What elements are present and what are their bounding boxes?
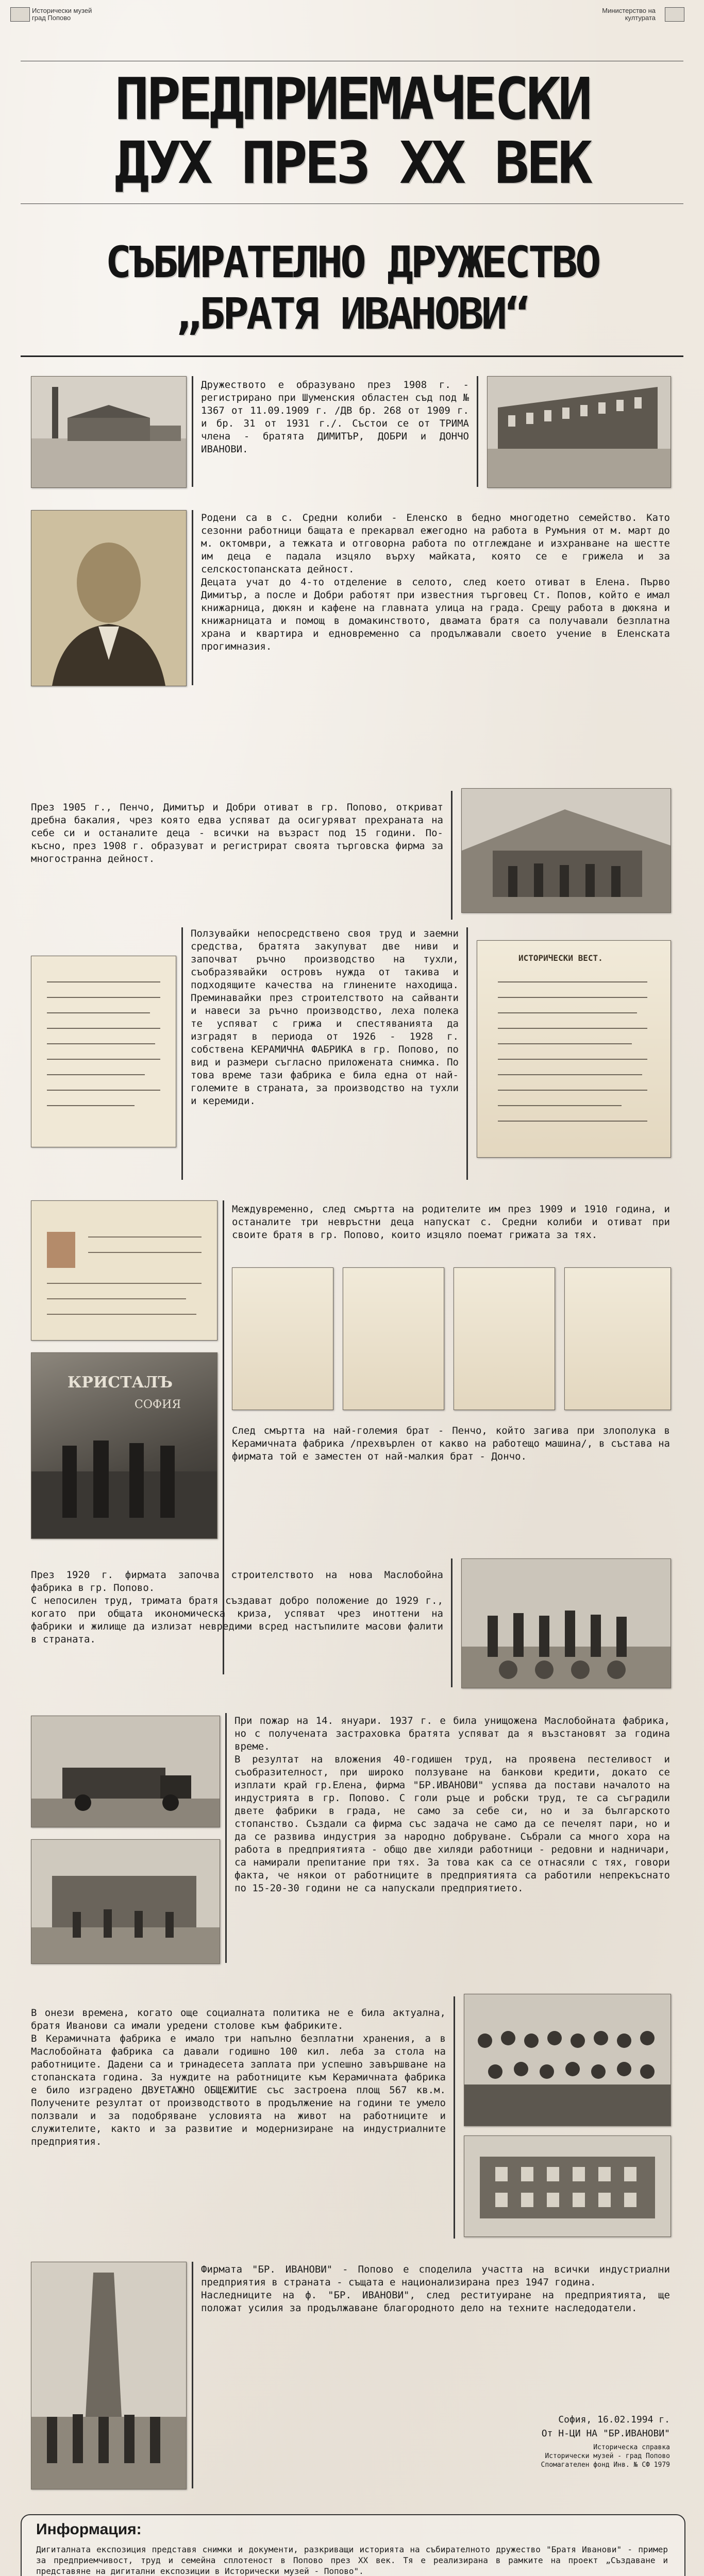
photo-truck xyxy=(31,1716,220,1827)
photo-factory-1908 xyxy=(31,376,187,488)
photo-oil-mill-workers xyxy=(461,1558,671,1688)
section-2-left-rule xyxy=(192,510,193,685)
section-3-text: През 1905 г., Пенчо, Димитър и Добри отиват в гр. Попово, откриват дребна бакалия, чрез която едва успяват да осигуряват прехраната на себе си и останалите деца - всички на възраст под 15 години. По-късно, през 1908 г. образуват и регистрират своята търговска фирма за многостранна дейност. xyxy=(31,802,443,865)
page-subtitle-line-2: „БРАТЯ ИВАНОВИ“ xyxy=(176,289,528,339)
document-2 xyxy=(343,1267,444,1410)
section-1-text: Дружеството е образувано през 1908 г. - регистрирано при Шуменския областен съд под № 1367 от 11.09.1909 г. /ДВ бр. 268 от 1909 г. и бр. 31 от 1931 г./. Състои се от ТРИМА члена - братята ДИМИТЪР, ДОБРИ и ДОНЧО ИВАНОВИ. xyxy=(201,379,469,455)
section-10-rule xyxy=(192,2262,193,2488)
photo-factory-building xyxy=(487,376,671,488)
section-8-left-rule xyxy=(225,1713,227,1963)
document-4 xyxy=(564,1267,671,1410)
photo-dormitory xyxy=(464,2136,671,2237)
document-stamped xyxy=(31,1200,217,1341)
document-historical-heading: ИСТОРИЧЕСКИ ВЕСТ. xyxy=(518,953,603,963)
section-1-right-rule xyxy=(477,376,478,487)
photo-portrait xyxy=(31,510,187,686)
ministry-logo xyxy=(665,7,684,22)
section-7-text: През 1920 г. фирмата започва строителството на нова Маслобойна фабрика в гр. Попово. С непосилен труд, тримата братя създават добро положение до 1929 г., когато при общата икономическа криза, успяват чрез иноттени на фабрики и жилище да излизат невредими всред настъпилите масови фалити в страната. xyxy=(31,1569,443,1645)
section-8-text: При пожар на 14. януари. 1937 г. е била унищожена Маслобойната фабрика, но с получената застраховка братята успяват да я възстановят за година време. В резултат на вложения 40-годишен труд, на проявена пестеливост и съобразителност, при широко ползуване на банкови кредити, докато се изплати край гр.Елена, фирма "БР.ИВАНОВИ" успява да постави началото на индустрията в гр. Попово. С голи ръце и робски труд, те са съградили двете фабрики в града, не само за себе си, но и за българското стопанство. Създали са фирма със задача не само да се печелят пари, но и да се развива индустрия за народно добруване. Събрали са много хора на работа в предприятията - общо две хиляди работници - редовни и надничари, са намирали препитание при тях. За това как са се отнасяли с тях, говори факта, че някои от работниците в предприятията са работили непрекъснато по 15-20-30 години не са напускали предприятието. xyxy=(234,1715,670,1894)
archive-reference: Историческа справка Исторически музей - град Попово Спомагателен фонд Инв. № СФ 1979 xyxy=(541,2444,670,2469)
signature-date: София, 16.02.1994 г. xyxy=(558,2414,670,2425)
section-3-rule xyxy=(451,791,452,920)
page-title-line-1: ПРЕДПРИЕМАЧЕСКИ xyxy=(114,66,590,133)
document-3 xyxy=(454,1267,555,1410)
photo-kristal-shop xyxy=(31,1352,217,1539)
photo-mill-yard xyxy=(31,1839,220,1964)
shop-sign-bottom: СОФИЯ xyxy=(135,1398,181,1411)
section-2-text: Родени са в с. Средни колиби - Еленско в бедно многодетно семейство. Като сезонни работници бащата е прекарвал ежегодно на работа в Румъния от м. март до м. октомври, а тежката и отговорна работа по отглеждане и изхранване на шестте им деца е падала изцяло върху майката, която се е грижела и за селскостопанската дейност. Децата учат до 4-то отделение в селото, след което отиват в Елена. Първо Димитър, а после и Добри работят при известния търговец Ст. Попов, който е имал книжарница, дюкян и кафене на главната улица на града. Срещу работа в дюкяна и книжарницата и помощ в домакинството, двамата братя са получавали безплатна храна и квартира и едновременно са продължавали своето учение в Еленската прогимназия. xyxy=(201,512,670,652)
section-1-left-rule xyxy=(192,376,193,487)
section-7-rule xyxy=(451,1558,452,1687)
section-4-right-rule xyxy=(466,927,468,1180)
ministry-name: Министерство на културата xyxy=(602,7,656,22)
museum-name: Исторически музей град Попово xyxy=(32,7,92,22)
photo-workers-group xyxy=(464,1994,671,2126)
shop-sign-top: КРИСТАЛЪ xyxy=(68,1374,173,1392)
document-1 xyxy=(232,1267,333,1410)
header-divider-bottom xyxy=(21,355,683,357)
section-6-text: След смъртта на най-големия брат - Пенчо, който загива при злополука в Керамичната фабрика /прехвърлен от какво на работещо машина/, в състава на фирмата той е заместен от най-малкия брат - Дончо. xyxy=(232,1425,670,1462)
section-4-text: Ползувайки непосредствено своя труд и заемни средства, братята закупуват две ниви и започват ръчно производство на тухли, съобразявайки островъ нужда от такива и подходящите качества на глинените находища. Преминавайки през строителството на сайванти и навеси за ръчно производство, леха полека те успяват с грижа и спестяванията да изградят в периода от 1926 - 1928 г. собствена КЕРАМИЧНА ФАБРИКА в гр. Попово, по вид и размери съгласно приложената снимка. По това време тази фабрика е била една от най-големите в страната, за производство на тухли и керемиди. xyxy=(191,928,459,1107)
section-4-left-rule xyxy=(181,927,183,1180)
photo-chimney-workers xyxy=(31,2262,187,2489)
document-registration xyxy=(31,956,176,1147)
section-9-text: В онези времена, когато още социалната политика не е била актуална, братя Иванови са имали уредени столове към фабриките. В Керамичната фабрика е имало три напълно безплатни хранения, а в Маслобойната фабрика са давали годишно 100 кил. леба за стола на работниците. Дадени са и тринадесета заплата при успешно завършване на стопанската година. За нуждите на работниците към Керамичната фабрика е било изградено ДВУЕТАЖНО ОБЩЕЖИТИЕ със застроена площ 567 кв.м. Получените резултат от производството в продължение на години те умело ползвали и за подобряване условията на живот на работниците и служителите, както и за развитие и модернизиране на индустриалните предприятия. xyxy=(31,2007,446,2147)
museum-logo xyxy=(10,7,30,22)
section-10-text: Фирмата "БР. ИВАНОВИ" - Попово е споделила участта на всички индустриални предприятия в страната - същата е национализирана през 1947 година. Наследниците на ф. "БР. ИВАНОВИ", след реституиране на предприятията, ще положат усилия за продължаване благородното дело на техните наследодатели. xyxy=(201,2264,670,2314)
section-5-text: Междувременно, след смъртта на родителите им през 1909 и 1910 година, и останалите три невръстни деца напускат с. Средни колиби и отиват при своите братя в гр. Попово, които изцяло поемат грижата за тях. xyxy=(232,1204,670,1241)
page-title-line-2: ДУХ ПРЕЗ XX ВЕК xyxy=(114,130,590,197)
photo-shop-front xyxy=(461,788,671,913)
document-historical xyxy=(477,940,671,1158)
section-9-rule xyxy=(454,1996,455,2239)
page-subtitle-line-1: СЪБИРАТЕЛНО ДРУЖЕСТВО xyxy=(105,237,599,287)
info-text: Дигиталната експозиция представя снимки и документи, разкриващи историята на събирателното дружество "Братя Иванови" - пример за предприемчивост, труд и семейна сплотеност в Попово през XX век. Тя е реализирана в рамките на проект „Създаване и представяне на дигитални експозиции в Исторически музей - Попово". xyxy=(36,2545,668,2576)
signature-heirs: От Н-ЦИ НА "БР.ИВАНОВИ" xyxy=(541,2428,670,2439)
info-title: Информация: xyxy=(36,2521,142,2538)
